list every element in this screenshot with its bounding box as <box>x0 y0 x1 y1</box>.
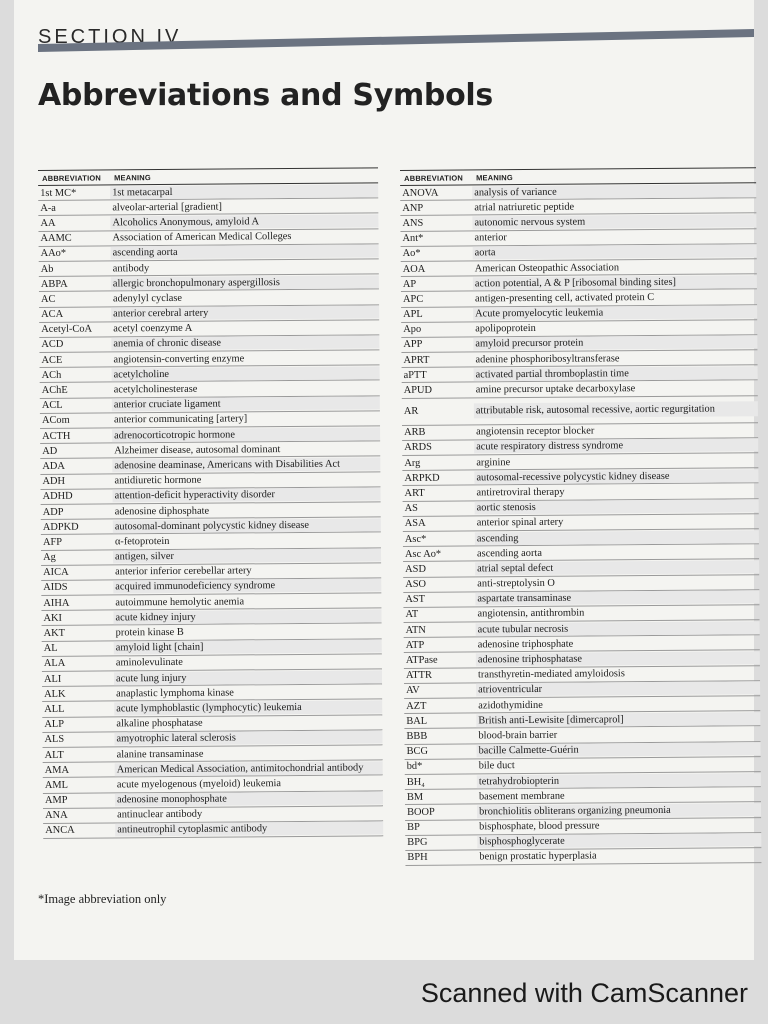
abbreviation-cell: ADPKD <box>42 521 79 533</box>
meaning-cell: benign prostatic hyperplasia <box>479 850 597 863</box>
abbreviation-table-right <box>400 167 761 866</box>
abbreviation-cell: ALT <box>44 749 64 761</box>
meaning-cell: anemia of chronic disease <box>111 336 379 351</box>
meaning-cell: amyloid light [chain] <box>114 640 382 655</box>
abbreviation-cell: APUD <box>403 384 433 397</box>
abbreviation-cell: ARB <box>404 427 426 439</box>
abbreviation-cell: ASD <box>405 563 426 575</box>
meaning-cell: attributable risk, autosomal recessive, aortic regurgitation <box>474 401 758 418</box>
abbreviation-cell: ALP <box>44 718 65 731</box>
abbreviation-cell: AOA <box>402 263 426 275</box>
abbreviation-cell: AKI <box>43 612 63 624</box>
meaning-cell: amyloid precursor protein <box>473 336 757 351</box>
meaning-cell: American Osteopathic Association <box>474 261 620 274</box>
meaning-cell: aspartate transaminase <box>475 590 759 605</box>
abbreviation-cell: BAL <box>406 715 428 727</box>
meaning-cell: aortic stenosis <box>475 499 759 514</box>
meaning-cell: ascending aorta <box>476 547 542 560</box>
table-body-left <box>38 183 383 839</box>
meaning-cell: adrenocorticotropic hormone <box>112 427 380 442</box>
abbreviation-cell: APL <box>403 308 423 321</box>
abbreviation-cell: ALK <box>44 688 66 700</box>
abbreviation-cell: 1st MC* <box>40 187 77 199</box>
abbreviation-cell: AMA <box>44 764 70 776</box>
meaning-cell: transthyretin-mediated amyloidosis <box>477 668 625 681</box>
meaning-cell: adenosine deaminase, Americans with Disabilities Act <box>112 457 380 472</box>
meaning-cell: acute respiratory distress syndrome <box>474 439 758 454</box>
meaning-cell: autonomic nervous system <box>472 214 756 229</box>
meaning-cell: tetrahydrobiopterin <box>477 773 761 788</box>
meaning-cell: allergic bronchopulmonary aspergillosis <box>111 275 379 290</box>
abbreviation-cell: AS <box>404 503 418 515</box>
abbreviation-cell: BH₄ <box>406 776 425 788</box>
abbreviation-cell: APRT <box>403 354 430 366</box>
meaning-cell: bile duct <box>478 760 515 772</box>
abbreviation-cell: AKT <box>43 627 66 640</box>
meaning-cell: ascending <box>475 530 759 545</box>
meaning-cell: apolipoprotein <box>475 323 536 335</box>
abbreviation-table-left <box>38 167 383 839</box>
meaning-cell: blood-brain barrier <box>478 729 558 742</box>
abbreviation-cell: ACh <box>41 369 62 381</box>
header-meaning: MEANING <box>114 172 151 182</box>
abbreviation-cell: ATN <box>405 624 426 636</box>
meaning-cell: 1st metacarpal <box>110 184 378 199</box>
meaning-cell: azidothymidine <box>478 699 543 711</box>
abbreviation-cell: ADH <box>42 475 66 488</box>
abbreviation-cell: Arg <box>404 457 421 469</box>
meaning-cell: alveolar-arterial [gradient] <box>112 201 223 214</box>
meaning-cell: antigen, silver <box>113 548 381 563</box>
abbreviation-cell: ABPA <box>40 278 68 290</box>
meaning-cell: acute tubular necrosis <box>476 621 760 636</box>
abbreviation-cell: ATTR <box>405 669 432 682</box>
meaning-cell: angiotensin, antithrombin <box>477 608 585 620</box>
meaning-cell: atrioventricular <box>476 682 760 697</box>
abbreviation-cell: AP <box>402 278 417 290</box>
abbreviation-cell: ACD <box>41 339 64 351</box>
abbreviation-cell: AC <box>40 293 56 305</box>
meaning-cell: adenine phosphoribosyltransferase <box>475 352 620 366</box>
abbreviation-cell: ADP <box>42 506 64 518</box>
abbreviation-cell: AD <box>42 445 58 457</box>
abbreviation-cell: ANOVA <box>402 187 439 199</box>
meaning-cell: autosomal-recessive polycystic kidney disease <box>474 469 758 484</box>
abbreviation-cell: ACTH <box>42 430 71 442</box>
abbreviation-cell: ASO <box>405 578 427 591</box>
meaning-cell: Acute promyelocytic leukemia <box>473 305 757 320</box>
abbreviation-cell: AICA <box>43 567 69 579</box>
meaning-cell: antiretroviral therapy <box>476 486 565 499</box>
meaning-cell: atrial natriuretic peptide <box>474 201 575 214</box>
meaning-cell: action potential, A & P [ribosomal binding sites] <box>473 275 757 290</box>
meaning-cell: British anti-Lewisite [dimercaprol] <box>476 712 760 727</box>
abbreviation-cell: ACA <box>41 308 64 321</box>
meaning-cell: anterior inferior cerebellar artery <box>115 565 252 578</box>
abbreviation-cell: ATPase <box>405 654 438 667</box>
abbreviation-cell: aPTT <box>403 369 427 381</box>
abbreviation-cell: BBB <box>406 730 428 742</box>
meaning-cell: bronchiolitis obliterans organizing pneumonia <box>477 803 761 818</box>
abbreviation-cell: BPG <box>407 837 428 849</box>
meaning-cell: Alzheimer disease, autosomal dominant <box>114 443 281 457</box>
meaning-cell: bisphosphate, blood pressure <box>479 820 600 833</box>
abbreviation-cell: AAMC <box>40 232 72 245</box>
abbreviation-cell: AMP <box>44 794 68 807</box>
abbreviation-cell: ANS <box>402 217 424 229</box>
abbreviation-cell: AIDS <box>43 582 68 594</box>
meaning-cell: adenosine monophosphate <box>115 791 383 806</box>
meaning-cell: atrial septal defect <box>475 560 759 575</box>
meaning-cell: antibody <box>112 262 150 274</box>
meaning-cell: anaplastic lymphoma kinase <box>116 687 234 700</box>
abbreviation-cell: AAo* <box>40 248 67 260</box>
abbreviation-cell: Ag <box>43 551 56 564</box>
meaning-cell: acetylcholine <box>112 366 380 381</box>
meaning-cell: angiotensin-converting enzyme <box>113 353 245 366</box>
abbreviation-cell: AFP <box>42 536 63 548</box>
page-title: Abbreviations and Symbols <box>38 78 493 113</box>
meaning-cell: anterior cerebral artery <box>111 305 379 320</box>
meaning-cell: Association of American Medical Colleges <box>112 231 292 244</box>
meaning-cell: angiotensin receptor blocker <box>476 425 595 438</box>
abbreviation-cell: ANP <box>402 202 424 214</box>
abbreviation-cell: AST <box>405 594 426 606</box>
scanned-page <box>14 0 754 960</box>
meaning-cell: autosomal-dominant polycystic kidney disease <box>113 518 381 533</box>
meaning-cell: acute lymphoblastic (lymphocytic) leukemia <box>114 700 382 715</box>
abbreviation-cell: BCG <box>406 745 428 758</box>
meaning-cell: American Medical Association, antimitochondrial antibody <box>115 761 383 776</box>
meaning-cell: anterior cruciate ligament <box>112 397 380 412</box>
table-row <box>405 848 761 866</box>
meaning-cell: autoimmune hemolytic anemia <box>115 596 245 609</box>
meaning-cell: bacille Calmette-Guérin <box>477 742 761 757</box>
section-label: SECTION IV <box>38 26 182 48</box>
table-body-right <box>400 183 761 866</box>
meaning-cell: amine precursor uptake decarboxylase <box>475 383 636 396</box>
abbreviation-cell: AT <box>405 609 419 621</box>
abbreviation-cell: BM <box>406 791 424 803</box>
abbreviation-cell: Ab <box>40 263 54 275</box>
table-row <box>402 396 758 426</box>
abbreviation-cell: AML <box>44 779 68 791</box>
meaning-cell: Alcoholics Anonymous, amyloid A <box>110 214 378 229</box>
meaning-cell: ascending aorta <box>111 245 379 260</box>
abbreviation-cell: bd* <box>406 761 423 773</box>
abbreviation-cell: AZT <box>406 700 427 712</box>
meaning-cell: anti-streptolysin O <box>477 577 555 590</box>
meaning-cell: antineutrophil cytoplasmic antibody <box>115 822 383 837</box>
meaning-cell: alanine transaminase <box>116 748 204 760</box>
abbreviation-cell: ANCA <box>45 825 75 837</box>
abbreviation-cell: BP <box>407 821 420 834</box>
abbreviation-cell: A-a <box>40 202 56 214</box>
abbreviation-cell: AA <box>40 217 56 229</box>
meaning-cell: acute myelogenous (myeloid) leukemia <box>116 778 282 791</box>
meaning-cell: analysis of variance <box>472 184 756 199</box>
abbreviation-cell: AIHA <box>43 597 70 609</box>
meaning-cell: aorta <box>473 245 757 260</box>
abbreviation-cell: ACL <box>41 400 63 412</box>
abbreviation-cell: ARPKD <box>404 472 440 484</box>
abbreviation-cell: Acetyl-CoA <box>41 323 93 336</box>
abbreviation-cell: Ao* <box>402 248 421 260</box>
table-row <box>43 821 383 839</box>
meaning-cell: antigen-presenting cell, activated protein C <box>474 291 655 305</box>
meaning-cell: arginine <box>476 456 511 469</box>
meaning-cell: acquired immunodeficiency syndrome <box>113 579 381 594</box>
abbreviation-cell: ADHD <box>42 491 73 503</box>
abbreviation-cell: ART <box>404 487 425 499</box>
abbreviation-cell: ALI <box>43 673 62 685</box>
abbreviation-cell: ALA <box>43 658 66 670</box>
meaning-cell: antinuclear antibody <box>117 809 203 821</box>
meaning-cell: acetylcholinesterase <box>113 383 198 396</box>
meaning-cell: acute lung injury <box>114 670 382 685</box>
abbreviation-cell: Ant* <box>402 232 424 245</box>
abbreviation-cell: Asc* <box>404 533 427 545</box>
abbreviation-cell: ATP <box>405 639 425 651</box>
abbreviation-cell: AL <box>43 643 58 655</box>
meaning-cell: adenylyl cyclase <box>112 292 183 305</box>
abbreviation-cell: Apo <box>403 324 422 336</box>
abbreviation-cell: ACom <box>41 415 70 427</box>
meaning-cell: amyotrophic lateral sclerosis <box>114 731 382 746</box>
abbreviation-cell: ANA <box>45 810 68 822</box>
abbreviation-cell: Asc Ao* <box>404 548 442 560</box>
meaning-cell: basement membrane <box>478 790 565 803</box>
abbreviation-cell: AR <box>403 405 419 418</box>
meaning-cell: acute kidney injury <box>113 609 381 624</box>
meaning-cell: acetyl coenzyme A <box>113 323 193 335</box>
meaning-cell: adenosine triphosphatase <box>476 651 760 666</box>
abbreviation-cell: APC <box>402 293 424 305</box>
abbreviation-cell: ARDS <box>404 442 432 454</box>
meaning-cell: anterior spinal artery <box>476 517 564 529</box>
header-abbreviation: ABBREVIATION <box>42 173 102 183</box>
abbreviation-cell: ALL <box>44 703 65 715</box>
footnote: *Image abbreviation only <box>38 892 167 906</box>
abbreviation-cell: BOOP <box>407 806 435 818</box>
meaning-cell: bisphosphoglycerate <box>477 833 761 848</box>
abbreviation-cell: ACE <box>41 354 63 366</box>
header-abbreviation: ABBREVIATION <box>404 173 464 183</box>
meaning-cell: aminolevulinate <box>115 657 183 669</box>
meaning-cell: α-fetoprotein <box>114 535 170 548</box>
meaning-cell: anterior communicating [artery] <box>113 413 248 426</box>
abbreviation-cell: AChE <box>41 384 68 397</box>
abbreviation-cell: ALS <box>44 734 65 746</box>
abbreviation-cell: ADA <box>42 460 65 472</box>
meaning-cell: attention-deficit hyperactivity disorder <box>113 488 381 503</box>
meaning-cell: anterior <box>474 232 507 244</box>
abbreviation-cell: APP <box>403 339 423 351</box>
meaning-cell: adenosine diphosphate <box>114 505 210 517</box>
meaning-cell: activated partial thromboplastin time <box>474 366 758 381</box>
abbreviation-cell: ASA <box>404 518 426 530</box>
meaning-cell: alkaline phosphatase <box>116 717 203 730</box>
meaning-cell: protein kinase B <box>115 626 184 639</box>
abbreviation-cell: AV <box>406 685 420 697</box>
meaning-cell: adenosine triphosphate <box>477 638 574 651</box>
scanner-watermark: Scanned with CamScanner <box>420 978 748 1008</box>
header-meaning: MEANING <box>476 172 513 182</box>
abbreviation-cell: BPH <box>407 852 428 864</box>
meaning-cell: antidiuretic hormone <box>114 474 202 487</box>
